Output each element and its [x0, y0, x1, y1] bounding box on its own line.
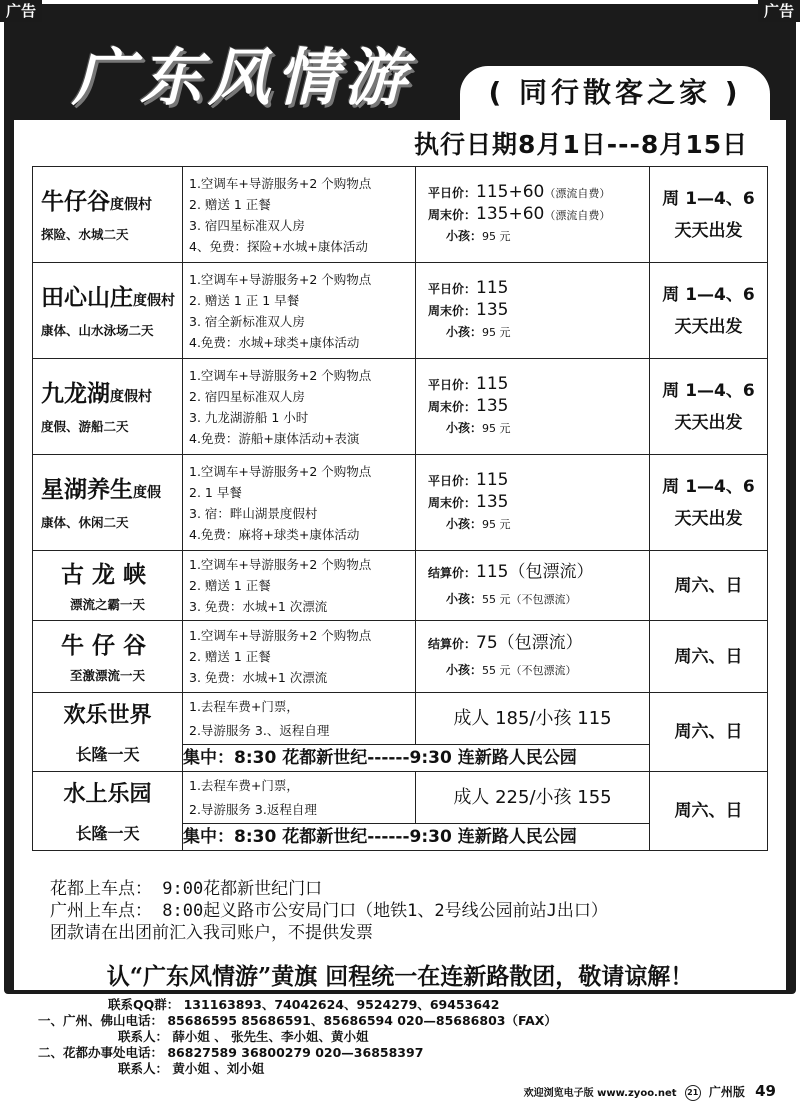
schedule-line: 天天出发 [674, 412, 743, 433]
price-value: 135 [476, 396, 509, 416]
price-line [416, 322, 649, 343]
price-line [416, 182, 649, 204]
price-line [416, 204, 649, 226]
note-line: 花都上车点： 9:00花都新世纪门口 [50, 879, 323, 899]
service-line: 1.空调车+导游服务+2 个购物点 [189, 463, 372, 479]
tour-subtitle: 康体、休闲二天 [41, 515, 129, 530]
price-value: 95 元 [482, 326, 511, 339]
service-line: 3. 宿四星标准双人房 [189, 217, 305, 233]
tour-schedule-cell [650, 359, 768, 455]
newspaper-logo-icon: 21 [685, 1085, 701, 1101]
tour-name-cell [33, 551, 183, 621]
tour-name: 水上乐园 [63, 781, 152, 807]
service-line: 3. 免费：水城+1 次漂流 [189, 670, 328, 685]
price-value: 95 元 [482, 422, 511, 435]
price-line [416, 470, 649, 492]
ad-tag-left: 广告 [0, 0, 42, 22]
tour-name: 牛仔谷 [61, 632, 154, 659]
tour-schedule-cell: 周六、日 [650, 551, 768, 621]
tour-schedule-cell: 周六、日 [650, 621, 768, 693]
price-value: 95 元 [482, 518, 511, 531]
service-line: 1.空调车+导游服务+2 个购物点 [189, 271, 372, 287]
price-value: 115 [476, 278, 509, 298]
service-line: 4.免费：麻将+球类+康体活动 [189, 526, 360, 542]
price-label: 周末价： [428, 400, 477, 414]
service-line: 3. 免费：水城+1 次漂流 [189, 599, 328, 614]
price-label: 小孩： [446, 229, 483, 243]
tour-services-cell [183, 693, 416, 745]
price-line [416, 418, 649, 439]
tour-services-cell [183, 772, 416, 824]
tour-schedule-cell: 周六、日 [650, 693, 768, 772]
price-label: 周末价： [428, 496, 477, 510]
tour-services-cell [183, 621, 416, 693]
pickup-notes [50, 878, 608, 944]
price-value: 55 元（不包漂流） [482, 663, 577, 677]
note-line: 团款请在出团前汇入我司账户，不提供发票 [50, 923, 373, 943]
tour-subtitle: 至激漂流一天 [69, 667, 145, 683]
price-value: 115 [476, 470, 509, 490]
price-value: 115 [476, 374, 509, 394]
tour-name-cell [33, 359, 183, 455]
tour-subtitle: 康体、山水泳场二天 [41, 323, 154, 338]
price-label: 结算价： [428, 565, 477, 580]
price-value: 95 元 [482, 230, 511, 243]
price-line [416, 226, 649, 247]
tour-name [33, 282, 182, 317]
service-line: 4.免费：游船+康体活动+表演 [189, 430, 360, 446]
price-label: 平日价： [428, 186, 477, 200]
schedule-line: 周 1—4、6 [662, 476, 755, 497]
tour-name-cell [33, 263, 183, 359]
price-label: 小孩： [446, 591, 483, 606]
price-value: 135+60 [476, 204, 545, 224]
contact-box [14, 995, 786, 1076]
contact-huadu: 二、花都办事处电话： 86827589 36800279 020—36858397 [38, 1045, 424, 1060]
tour-row [33, 551, 768, 621]
tour-price-cell [416, 693, 650, 745]
price-line [416, 396, 649, 418]
tour-subtitle: 度假、游船二天 [41, 419, 129, 434]
footer-site: 欢迎浏览电子版 www.zyoo.net [523, 1088, 677, 1099]
tour-services-cell [183, 167, 416, 263]
service-line: 2. 1 早餐 [189, 484, 242, 500]
tour-row [33, 455, 768, 551]
price-label: 平日价： [428, 282, 477, 296]
schedule-line: 周 1—4、6 [662, 380, 755, 401]
tour-row [33, 772, 768, 824]
tour-name: 欢乐世界 [63, 702, 152, 728]
price-label: 小孩： [446, 662, 483, 677]
contact-guangzhou: 一、广州、佛山电话： 85686595 85686591、85686594 020—85686803（FAX） [38, 1013, 557, 1028]
schedule-line: 周 1—4、6 [662, 284, 755, 305]
tour-price-cell [416, 167, 650, 263]
tour-name-suffix: 度假村 [133, 293, 175, 309]
tour-name: 古龙峡 [61, 561, 154, 588]
meeting-point: 集中：8:30 花都新世纪------9:30 连新路人民公园 [183, 745, 650, 772]
tour-price-cell [416, 359, 650, 455]
price-label: 小孩： [446, 421, 483, 435]
tour-schedule-cell [650, 455, 768, 551]
tour-row [33, 263, 768, 359]
price-line [416, 374, 649, 396]
price-value: 55 元（不包漂流） [482, 592, 577, 606]
service-line: 2. 赠送 1 正餐 [189, 196, 271, 212]
validity-dates: 执行日期8月1日---8月15日 [414, 130, 749, 159]
tour-name [33, 378, 182, 413]
price-note: （漂流自费） [544, 209, 611, 222]
service-line: 3. 九龙湖游船 1 小时 [189, 409, 309, 425]
price-label: 结算价： [428, 636, 477, 651]
brand-title: 广东风情游 [72, 41, 413, 114]
contact-guangzhou-people: 联系人： 薛小姐 、 张先生、李小姐、黄小姐 [118, 1029, 369, 1044]
tour-services-cell [183, 263, 416, 359]
price-value: 135 [476, 492, 509, 512]
contact-huadu-people: 联系人： 黄小姐 、刘小姐 [118, 1061, 265, 1076]
price-label: 平日价： [428, 378, 477, 392]
tour-schedule-cell: 周六、日 [650, 772, 768, 851]
price-line [416, 300, 649, 322]
tour-price-cell [416, 772, 650, 824]
tour-row [33, 621, 768, 693]
tour-name-text: 牛仔谷 [41, 189, 110, 215]
brand-subtitle: ( 同行散客之家 ) [460, 66, 770, 120]
service-line: 4、免费：探险+水城+康体活动 [189, 238, 368, 254]
service-line: 3. 宿全新标准双人房 [189, 313, 305, 329]
price-line [416, 278, 649, 300]
tour-row [33, 693, 768, 745]
service-line: 4.免费：水城+球类+康体活动 [189, 334, 360, 350]
service-line: 2.导游服务 3.、返程自理 [189, 722, 330, 738]
price-line [416, 586, 649, 613]
service-line: 1.空调车+导游服务+2 个购物点 [189, 628, 372, 643]
tour-price-cell [416, 621, 650, 693]
price-value: 75（包漂流） [476, 632, 583, 653]
schedule-line: 天天出发 [674, 316, 743, 337]
tour-subtitle: 长隆一天 [75, 744, 140, 764]
tour-services-cell [183, 551, 416, 621]
service-line: 3. 宿：畔山湖景度假村 [189, 505, 318, 521]
tour-name-text: 星湖养生 [41, 477, 133, 503]
price-line [416, 492, 649, 514]
price-value: 115+60 [476, 182, 545, 202]
tour-name-cell [33, 621, 183, 693]
schedule-line: 天天出发 [674, 508, 743, 529]
page-number: 49 [755, 1082, 776, 1100]
service-line: 1.空调车+导游服务+2 个购物点 [189, 557, 372, 572]
service-line: 1.去程车费+门票， [189, 777, 299, 793]
price-line: 成人 225/小孩 155 [453, 787, 612, 808]
price-value: 135 [476, 300, 509, 320]
service-line: 2.导游服务 3.返程自理 [189, 801, 317, 817]
service-line: 2. 宿四星标准双人房 [189, 388, 305, 404]
service-line: 2. 赠送 1 正餐 [189, 578, 271, 593]
service-line: 2. 赠送 1 正 1 早餐 [189, 292, 300, 308]
price-note: （漂流自费） [544, 187, 611, 200]
service-line: 1.空调车+导游服务+2 个购物点 [189, 367, 372, 383]
tour-subtitle: 长隆一天 [75, 823, 140, 843]
tour-services-cell [183, 455, 416, 551]
price-line [416, 630, 649, 657]
tour-name-text: 九龙湖 [41, 381, 110, 407]
schedule-line: 周 1—4、6 [662, 188, 755, 209]
tour-schedule-cell [650, 167, 768, 263]
slogan: 认“广东风情游”黄旗 回程统一在连新路散团，敬请谅解！ [106, 963, 694, 990]
price-label: 平日价： [428, 474, 477, 488]
tour-subtitle: 探险、水城二天 [41, 227, 129, 242]
price-label: 周末价： [428, 208, 477, 222]
tour-name-cell [33, 693, 183, 772]
service-line: 1.空调车+导游服务+2 个购物点 [189, 175, 372, 191]
ad-tag-right: 广告 [758, 0, 800, 22]
tour-price-cell [416, 551, 650, 621]
note-line: 广州上车点： 8:00起义路市公安局门口（地铁1、2号线公园前站J出口） [50, 901, 608, 921]
price-label: 小孩： [446, 325, 483, 339]
tour-name [33, 474, 182, 509]
tour-name-suffix: 度假 [133, 485, 161, 501]
price-line: 成人 185/小孩 115 [453, 708, 612, 729]
tour-name-cell [33, 455, 183, 551]
tour-table [32, 166, 768, 851]
footer-edition: 广州版 [708, 1085, 745, 1099]
tour-name-cell [33, 167, 183, 263]
tour-name-text: 田心山庄 [41, 285, 133, 311]
tour-row [33, 167, 768, 263]
tour-price-cell [416, 455, 650, 551]
tour-name [33, 186, 182, 221]
service-line: 2. 赠送 1 正餐 [189, 649, 271, 664]
price-line [416, 559, 649, 586]
contact-qq: 联系QQ群： 131163893、74042624、9524279、69453642 [108, 997, 500, 1012]
tour-name-cell [33, 772, 183, 851]
tour-schedule-cell [650, 263, 768, 359]
price-line [416, 514, 649, 535]
price-line [416, 657, 649, 684]
page-footer [524, 1082, 776, 1101]
tour-services-cell [183, 359, 416, 455]
schedule-line: 天天出发 [674, 220, 743, 241]
meeting-point: 集中：8:30 花都新世纪------9:30 连新路人民公园 [183, 824, 650, 851]
tour-name-suffix: 度假村 [110, 389, 152, 405]
tour-subtitle: 漂流之霸一天 [69, 596, 145, 612]
tour-row [33, 359, 768, 455]
price-label: 周末价： [428, 304, 477, 318]
tour-price-cell [416, 263, 650, 359]
price-label: 小孩： [446, 517, 483, 531]
tour-name-suffix: 度假村 [110, 197, 152, 213]
price-value: 115（包漂流） [476, 561, 594, 582]
service-line: 1.去程车费+门票， [189, 698, 299, 714]
